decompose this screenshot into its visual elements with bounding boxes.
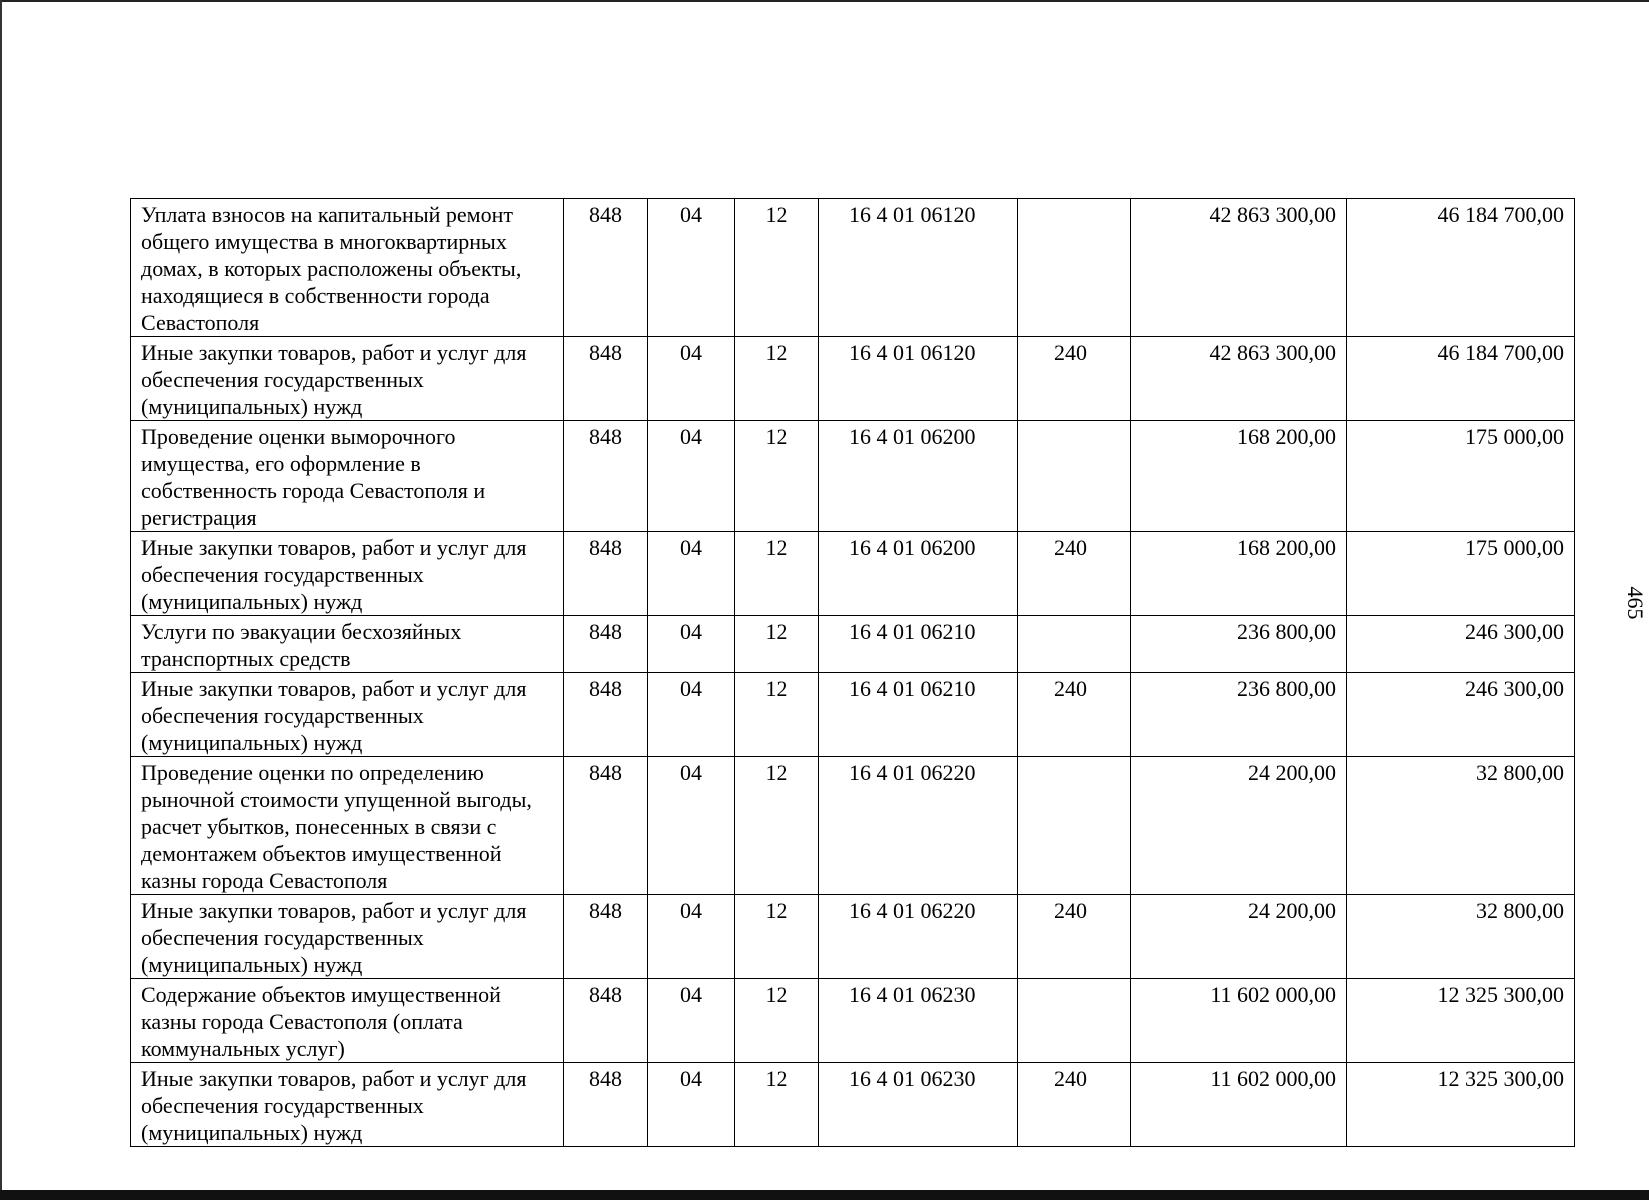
expense-type-code — [1018, 757, 1131, 895]
item-name: Проведение оценки по определению рыночной стоимости упущенной выгоды, расчет убытков, понесенных в связи с демонтажем объектов имущественной казны города Севастополя — [131, 757, 564, 895]
table-row — [131, 895, 1575, 979]
amount-year-1: 236 800,00 — [1131, 673, 1347, 757]
table-row — [131, 673, 1575, 757]
amount-year-2: 175 000,00 — [1347, 421, 1575, 532]
subsection-code: 12 — [735, 1063, 819, 1147]
amount-year-2: 46 184 700,00 — [1347, 199, 1575, 337]
target-article-code: 16 4 01 06220 — [819, 895, 1018, 979]
grbs-code: 848 — [564, 1063, 648, 1147]
subsection-code: 12 — [735, 673, 819, 757]
amount-year-1: 42 863 300,00 — [1131, 337, 1347, 421]
expense-type-code — [1018, 616, 1131, 673]
page-number: 465 — [1623, 586, 1648, 620]
expense-type-code — [1018, 979, 1131, 1063]
section-code: 04 — [648, 616, 735, 673]
amount-year-2: 12 325 300,00 — [1347, 979, 1575, 1063]
subsection-code: 12 — [735, 895, 819, 979]
item-name: Иные закупки товаров, работ и услуг для обеспечения государственных (муниципальных) нужд — [131, 532, 564, 616]
item-name: Содержание объектов имущественной казны города Севастополя (оплата коммунальных услуг) — [131, 979, 564, 1063]
item-name: Иные закупки товаров, работ и услуг для обеспечения государственных (муниципальных) нужд — [131, 1063, 564, 1147]
expense-type-code: 240 — [1018, 532, 1131, 616]
grbs-code: 848 — [564, 421, 648, 532]
subsection-code: 12 — [735, 757, 819, 895]
item-name: Уплата взносов на капитальный ремонт общего имущества в многоквартирных домах, в которых расположены объекты, находящиеся в собственности города Севастополя — [131, 199, 564, 337]
grbs-code: 848 — [564, 532, 648, 616]
table-row — [131, 979, 1575, 1063]
amount-year-2: 246 300,00 — [1347, 616, 1575, 673]
table-row — [131, 616, 1575, 673]
amount-year-1: 11 602 000,00 — [1131, 979, 1347, 1063]
section-code: 04 — [648, 337, 735, 421]
scan-left-edge — [0, 0, 2, 1200]
table-row — [131, 337, 1575, 421]
target-article-code: 16 4 01 06210 — [819, 673, 1018, 757]
amount-year-1: 11 602 000,00 — [1131, 1063, 1347, 1147]
target-article-code: 16 4 01 06230 — [819, 1063, 1018, 1147]
table-row — [131, 757, 1575, 895]
item-name: Проведение оценки выморочного имущества, его оформление в собственность города Севастополя и регистрация — [131, 421, 564, 532]
amount-year-1: 168 200,00 — [1131, 532, 1347, 616]
section-code: 04 — [648, 895, 735, 979]
section-code: 04 — [648, 979, 735, 1063]
section-code: 04 — [648, 532, 735, 616]
grbs-code: 848 — [564, 199, 648, 337]
amount-year-2: 46 184 700,00 — [1347, 337, 1575, 421]
item-name: Иные закупки товаров, работ и услуг для обеспечения государственных (муниципальных) нужд — [131, 895, 564, 979]
subsection-code: 12 — [735, 616, 819, 673]
amount-year-1: 42 863 300,00 — [1131, 199, 1347, 337]
expense-type-code: 240 — [1018, 673, 1131, 757]
section-code: 04 — [648, 673, 735, 757]
expense-type-code: 240 — [1018, 337, 1131, 421]
section-code: 04 — [648, 421, 735, 532]
target-article-code: 16 4 01 06200 — [819, 421, 1018, 532]
grbs-code: 848 — [564, 337, 648, 421]
grbs-code: 848 — [564, 895, 648, 979]
scan-bottom-edge — [0, 1190, 1649, 1200]
expense-type-code: 240 — [1018, 1063, 1131, 1147]
target-article-code: 16 4 01 06120 — [819, 199, 1018, 337]
target-article-code: 16 4 01 06230 — [819, 979, 1018, 1063]
item-name: Иные закупки товаров, работ и услуг для обеспечения государственных (муниципальных) нужд — [131, 337, 564, 421]
expense-type-code: 240 — [1018, 895, 1131, 979]
table-row — [131, 421, 1575, 532]
subsection-code: 12 — [735, 421, 819, 532]
section-code: 04 — [648, 199, 735, 337]
grbs-code: 848 — [564, 673, 648, 757]
amount-year-1: 24 200,00 — [1131, 757, 1347, 895]
scan-top-edge — [0, 0, 1649, 2]
subsection-code: 12 — [735, 979, 819, 1063]
amount-year-1: 168 200,00 — [1131, 421, 1347, 532]
table-row — [131, 532, 1575, 616]
amount-year-1: 24 200,00 — [1131, 895, 1347, 979]
expense-type-code — [1018, 199, 1131, 337]
budget-table — [130, 198, 1575, 1147]
amount-year-2: 32 800,00 — [1347, 757, 1575, 895]
grbs-code: 848 — [564, 616, 648, 673]
section-code: 04 — [648, 757, 735, 895]
target-article-code: 16 4 01 06210 — [819, 616, 1018, 673]
amount-year-2: 246 300,00 — [1347, 673, 1575, 757]
grbs-code: 848 — [564, 757, 648, 895]
target-article-code: 16 4 01 06200 — [819, 532, 1018, 616]
table-row — [131, 199, 1575, 337]
amount-year-2: 32 800,00 — [1347, 895, 1575, 979]
grbs-code: 848 — [564, 979, 648, 1063]
amount-year-2: 175 000,00 — [1347, 532, 1575, 616]
expense-type-code — [1018, 421, 1131, 532]
subsection-code: 12 — [735, 199, 819, 337]
section-code: 04 — [648, 1063, 735, 1147]
amount-year-2: 12 325 300,00 — [1347, 1063, 1575, 1147]
subsection-code: 12 — [735, 337, 819, 421]
target-article-code: 16 4 01 06120 — [819, 337, 1018, 421]
subsection-code: 12 — [735, 532, 819, 616]
amount-year-1: 236 800,00 — [1131, 616, 1347, 673]
item-name: Иные закупки товаров, работ и услуг для обеспечения государственных (муниципальных) нужд — [131, 673, 564, 757]
table-row — [131, 1063, 1575, 1147]
target-article-code: 16 4 01 06220 — [819, 757, 1018, 895]
item-name: Услуги по эвакуации бесхозяйных транспортных средств — [131, 616, 564, 673]
